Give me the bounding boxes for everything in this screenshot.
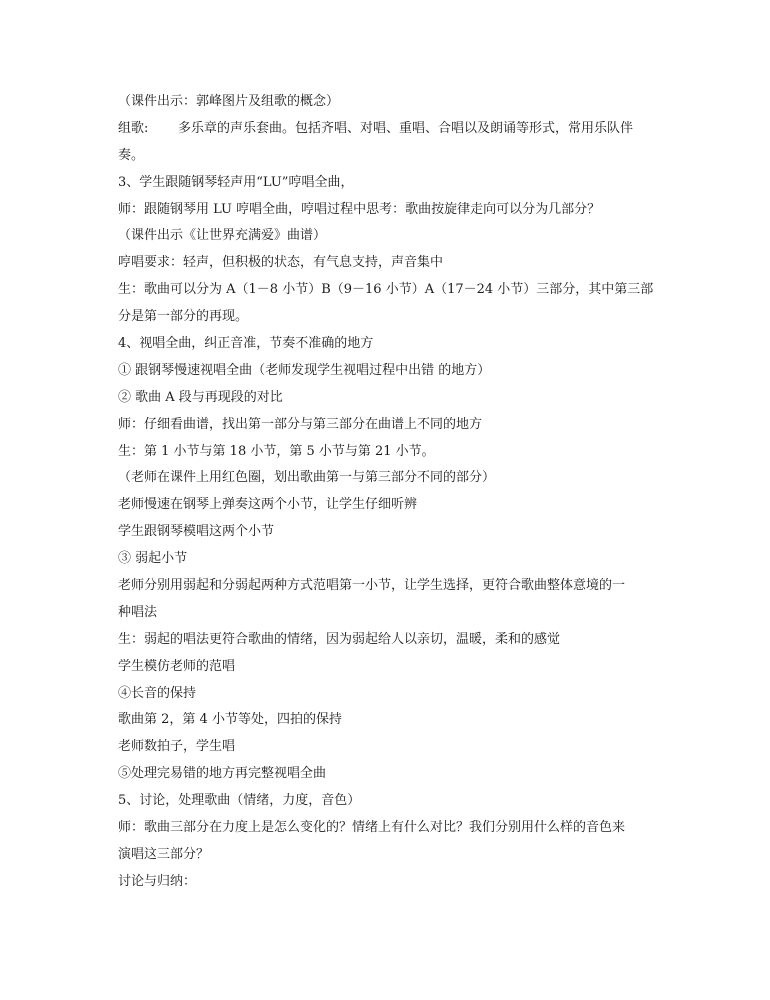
text-line: （课件出示《让世界充满爱》曲谱） [118,228,327,244]
text-line: 师：仔细看曲谱，找出第一部分与第三部分在曲谱上不同的地方 [118,416,483,432]
text-line: ⑤处理完易错的地方再完整视唱全曲 [118,766,327,782]
text-line: 生：第 1 小节与第 18 小节，第 5 小节与第 21 小节。 [118,443,435,459]
text-line: 学生跟钢琴模唱这两个小节 [118,524,275,540]
text-line: 奏。 [118,147,145,163]
text-line: 老师慢速在钢琴上弹奏这两个小节，让学生仔细听辨 [118,497,418,513]
text-line: ④长音的保持 [118,685,197,701]
text-line: 哼唱要求：轻声，但积极的状态，有气息支持，声音集中 [118,255,444,271]
text-line: ③ 弱起小节 [118,551,188,567]
text-line: 学生模仿老师的范唱 [118,658,236,674]
text-line: 分是第一部分的再现。 [118,309,249,325]
text-line: 生：歌曲可以分为 A（1－8 小节）B（9－16 小节）A（17－24 小节）三部分，其中第三部 [118,282,654,298]
definition-term: 组歌: [118,120,149,136]
definition-line [118,116,658,143]
text-line: 4、视唱全曲，纠正音准，节奏不准确的地方 [118,336,374,352]
document-body [118,89,658,896]
text-line: 师：歌曲三部分在力度上是怎么变化的？情绪上有什么对比？我们分别用什么样的音色来 [118,820,626,836]
text-line: 5、讨论，处理歌曲（情绪，力度，音色） [118,793,361,809]
definition-text: 多乐章的声乐套曲。包括齐唱、对唱、重唱、合唱以及朗诵等形式，常用乐队伴 [178,120,634,136]
text-line: 师：跟随钢琴用 LU 哼唱全曲，哼唱过程中思考：歌曲按旋律走向可以分为几部分？ [118,201,601,217]
text-line: 3、学生跟随钢琴轻声用“LU”哼唱全曲， [118,174,354,190]
text-line: 种唱法 [118,604,158,620]
text-line: （老师在课件上用红色圈，划出歌曲第一与第三部分不同的部分） [118,470,496,486]
text-line: 讨论与归纳： [118,873,197,889]
text-line: 老师数拍子，学生唱 [118,739,236,755]
text-line: 老师分别用弱起和分弱起两种方式范唱第一小节，让学生选择，更符合歌曲整体意境的一 [118,578,626,594]
text-line: （课件出示：郭峰图片及组歌的概念） [118,94,340,109]
text-line: 演唱这三部分？ [118,846,210,862]
text-line: 歌曲第 2，第 4 小节等处，四拍的保持 [118,712,342,728]
text-line: 生：弱起的唱法更符合歌曲的情绪，因为弱起给人以亲切，温暖，柔和的感觉 [118,631,561,647]
text-line: ② 歌曲 A 段与再现段的对比 [118,389,283,405]
text-line: ① 跟钢琴慢速视唱全曲（老师发现学生视唱过程中出错 的地方） [118,362,491,378]
